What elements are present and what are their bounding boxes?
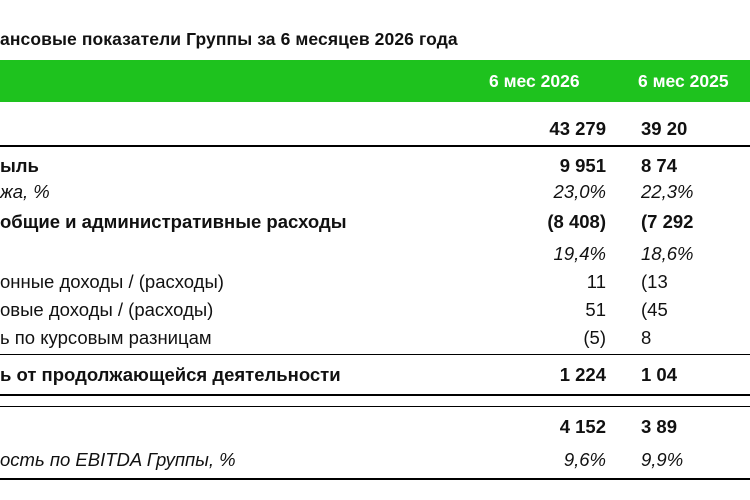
row-label: ость по EBITDA Группы, % [0, 449, 236, 470]
table-header [0, 60, 750, 102]
value-2026: 23,0% [553, 181, 606, 202]
table-divider [0, 406, 750, 407]
value-2026: 9 951 [559, 155, 606, 176]
table-title: ансовые показатели Группы за 6 месяцев 2026 года [0, 29, 458, 49]
table-divider [0, 354, 750, 355]
value-2025: (45 [641, 299, 668, 320]
row-label: общие и административные расходы [0, 211, 347, 232]
column-header-2026: 6 мес 2026 [489, 71, 580, 91]
value-2025: 1 04 [641, 364, 678, 385]
value-2026: 4 152 [559, 416, 606, 437]
table-row [0, 242, 750, 266]
table-row [0, 363, 750, 387]
value-2026: 9,6% [563, 449, 606, 470]
table-row [0, 210, 750, 234]
row-label: ь от продолжающейся деятельности [0, 364, 341, 385]
value-2025: (13 [641, 271, 668, 292]
row-label: жа, % [0, 181, 50, 202]
table-row [0, 448, 750, 472]
value-2025: 22,3% [641, 181, 694, 202]
value-2026: 11 [586, 271, 606, 292]
table-row [0, 117, 750, 141]
table-row [0, 270, 750, 294]
value-2025: 8 [641, 327, 652, 348]
table-divider [0, 145, 750, 147]
table-row [0, 154, 750, 178]
value-2026: 19,4% [553, 243, 606, 264]
table-row [0, 180, 750, 204]
column-header-2025: 6 мес 2025 [638, 71, 729, 91]
value-2026: (8 408) [547, 211, 606, 232]
table-divider [0, 478, 750, 480]
table-row [0, 298, 750, 322]
row-label: овые доходы / (расходы) [0, 299, 214, 320]
row-label: ь по курсовым разницам [0, 327, 212, 348]
value-2025: 39 20 [641, 118, 688, 139]
row-label: ыль [0, 155, 39, 176]
table-row [0, 415, 750, 439]
value-2025: 9,9% [641, 449, 684, 470]
value-2026: 43 279 [549, 118, 606, 139]
value-2025: 3 89 [641, 416, 678, 437]
value-2026: 51 [585, 299, 606, 320]
value-2025: 8 74 [641, 155, 678, 176]
value-2026: (5) [583, 327, 606, 348]
value-2025: 18,6% [641, 243, 694, 264]
value-2026: 1 224 [559, 364, 606, 385]
table-divider [0, 394, 750, 396]
row-label: онные доходы / (расходы) [0, 271, 224, 292]
value-2025: (7 292 [641, 211, 694, 232]
table-row [0, 326, 750, 350]
